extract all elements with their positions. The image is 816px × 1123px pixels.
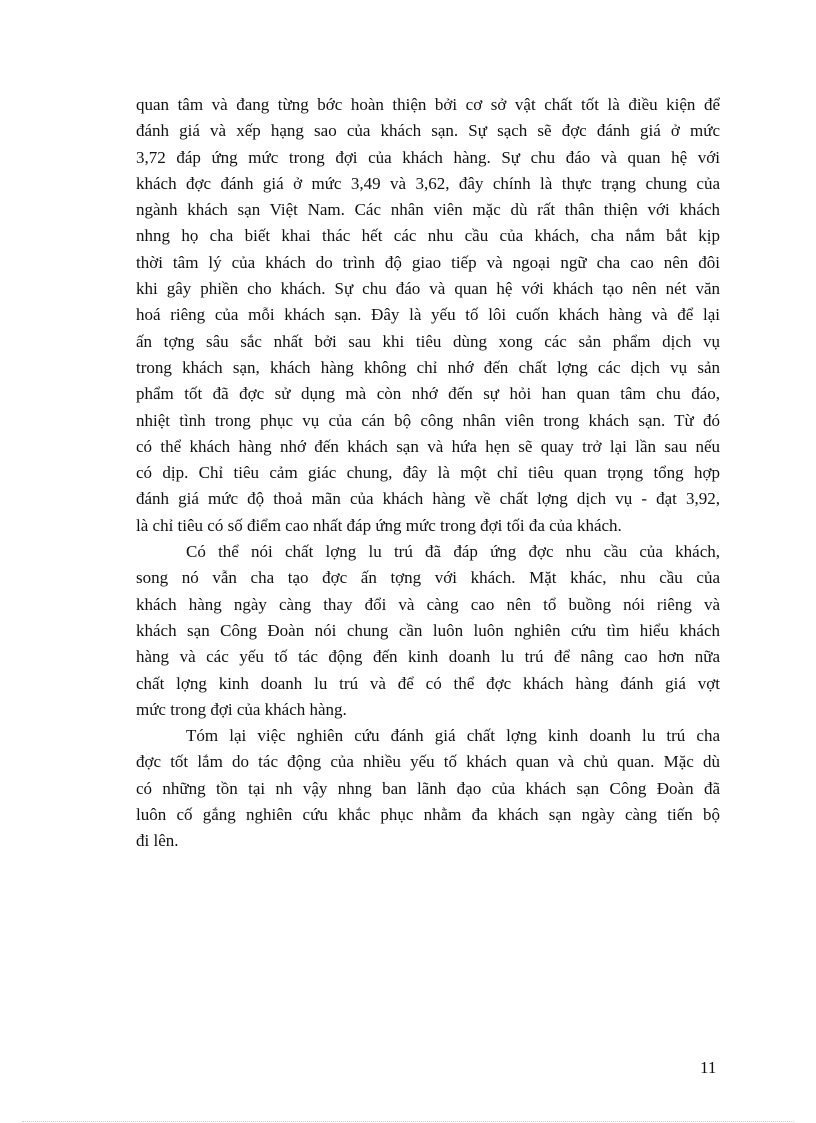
text-line: 3,72 đáp ứng mức trong đợi của khách hàng. Sự chu đáo và quan hệ với bbox=[136, 147, 720, 167]
text-line: có thể khách hàng nhớ đến khách sạn và hứa hẹn sẽ quay trở lại lần sau nếu bbox=[136, 436, 720, 456]
text-line: luôn cố gắng nghiên cứu khắc phục nhằm đa khách sạn ngày càng tiến bộ bbox=[136, 805, 720, 825]
text-line: chất lợng kinh doanh lu trú và để có thể đợc khách hàng đánh giá vợt bbox=[136, 673, 720, 693]
text-line: nhiệt tình trong phục vụ của cán bộ công nhân viên trong khách sạn. Từ đó bbox=[136, 410, 720, 430]
text-line: Tóm lại việc nghiên cứu đánh giá chất lợng kinh doanh lu trú cha bbox=[186, 726, 720, 746]
text-line: đợc tốt lắm do tác động của nhiều yếu tố khách quan và chủ quan. Mặc dù bbox=[136, 752, 720, 772]
text-line: có những tồn tại nh vậy nhng ban lãnh đạo của khách sạn Công Đoàn đã bbox=[136, 778, 720, 798]
text-line: đi lên. bbox=[136, 831, 179, 851]
text-line: thời tâm lý của khách do trình độ giao tiếp và ngoại ngữ cha cao nên đôi bbox=[136, 252, 720, 272]
text-line: khách hàng ngày càng thay đổi và càng cao nên tổ buồng nói riêng và bbox=[136, 594, 720, 614]
text-line: khách đợc đánh giá ở mức 3,49 và 3,62, đây chính là thực trạng chung của bbox=[136, 173, 720, 193]
paragraph bbox=[136, 92, 720, 539]
text-line: đánh giá và xếp hạng sao của khách sạn. Sự sạch sẽ đợc đánh giá ở mức bbox=[136, 121, 720, 141]
text-line: hoá riêng của mỗi khách sạn. Đây là yếu tố lôi cuốn khách hàng và để lại bbox=[136, 305, 720, 325]
text-line: đánh giá mức độ thoả mãn của khách hàng về chất lợng dịch vụ - đạt 3,92, bbox=[136, 489, 720, 509]
footer-divider bbox=[22, 1121, 794, 1122]
text-line: phẩm tốt đã đợc sử dụng mà còn nhớ đến sự hỏi han quan tâm chu đáo, bbox=[136, 384, 720, 404]
text-line: nhng họ cha biết khai thác hết các nhu cầu của khách, cha nắm bắt kịp bbox=[136, 226, 720, 246]
text-line: khách sạn Công Đoàn nói chung cần luôn luôn nghiên cứu tìm hiểu khách bbox=[136, 620, 720, 640]
text-line: là chỉ tiêu có số điểm cao nhất đáp ứng mức trong đợi tối đa của khách. bbox=[136, 515, 622, 535]
text-line: ngành khách sạn Việt Nam. Các nhân viên mặc dù rất thân thiện với khách bbox=[136, 200, 720, 220]
body-text bbox=[136, 92, 720, 855]
page-number: 11 bbox=[700, 1058, 717, 1077]
text-line: Có thể nói chất lợng lu trú đã đáp ứng đợc nhu cầu của khách, bbox=[186, 542, 720, 562]
text-line: trong khách sạn, khách hàng không chỉ nhớ đến chất lợng các dịch vụ sản bbox=[136, 357, 720, 377]
text-line: quan tâm và đang từng bớc hoàn thiện bởi cơ sở vật chất tốt là điều kiện để bbox=[136, 95, 720, 114]
text-line: có dịp. Chỉ tiêu cảm giác chung, đây là một chỉ tiêu quan trọng tổng hợp bbox=[136, 463, 720, 483]
text-line: hàng và các yếu tố tác động đến kinh doanh lu trú để nâng cao hơn nữa bbox=[136, 647, 720, 667]
paragraph bbox=[136, 723, 720, 854]
paragraph bbox=[136, 539, 720, 723]
text-line: mức trong đợi của khách hàng. bbox=[136, 699, 347, 719]
text-line: khi gây phiền cho khách. Sự chu đáo và quan hệ với khách tạo nên nét văn bbox=[136, 279, 720, 299]
text-line: ấn tợng sâu sắc nhất bởi sau khi tiêu dùng xong các sản phẩm dịch vụ bbox=[136, 331, 720, 351]
text-line: song nó vẫn cha tạo đợc ấn tợng với khách. Mặt khác, nhu cầu của bbox=[136, 568, 720, 588]
